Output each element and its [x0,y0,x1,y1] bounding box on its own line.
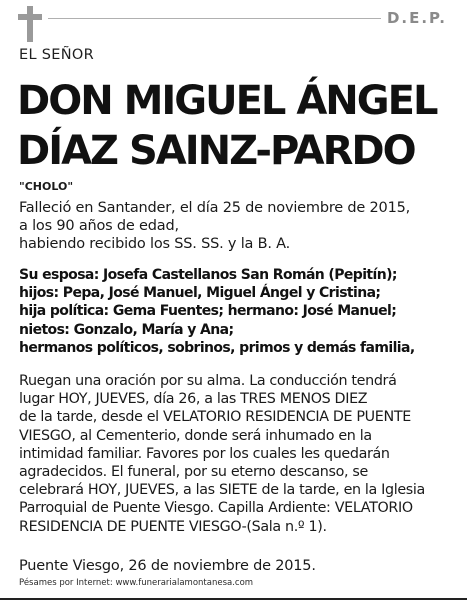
dep-label: D.E.P. [386,9,447,27]
service-line: Ruegan una oración por su alma. La conducción tendrá [19,373,397,389]
service-line: RESIDENCIA DE PUENTE VIESGO-(Sala n.º 1). [19,518,327,535]
name-line: DÍAZ SAINZ-PARDO [17,128,415,174]
cross-icon [18,6,42,42]
death-line: Falleció en Santander, el día 25 de noviembre de 2015, [19,200,411,216]
service-details [19,372,459,536]
family-line: hija política: Gema Fuentes; hermano: José Manuel; [19,303,397,320]
service-line: Parroquial de Puente Viesgo. Capilla Ardiente: VELATORIO [19,500,413,517]
family-line: nietos: Gonzalo, María y Ana; [19,321,234,338]
service-line: celebrará HOY, JUEVES, a las SIETE de la tarde, en la Iglesia [19,482,425,499]
title-prefix: EL SEÑOR [19,47,94,63]
service-line: VIESGO, al Cementerio, donde será inhumado en la [19,427,372,444]
death-notice [19,199,459,253]
service-line: agradecidos. El funeral, por su eterno descanso, se [19,464,368,481]
service-line: lugar HOY, JUEVES, día 26, a las TRES MENOS DIEZ [19,391,368,408]
family-line: Su esposa: Josefa Castellanos San Román (Pepitín); [19,267,397,283]
death-line: habiendo recibido los SS. SS. y la B. A. [19,236,291,252]
service-line: de la tarde, desde el VELATORIO RESIDENCIA DE PUENTE [19,409,411,426]
place-date: Puente Viesgo, 26 de noviembre de 2015. [19,558,316,574]
header-divider [48,18,381,19]
family-list [19,266,459,357]
family-line: hermanos políticos, sobrinos, primos y demás familia, [19,339,415,356]
death-line: a los 90 años de edad, [19,218,179,234]
nickname: "CHOLO" [19,180,74,193]
name-line: DON MIGUEL ÁNGEL [17,78,437,124]
family-line: hijos: Pepa, José Manuel, Miguel Ángel y Cristina; [19,285,381,302]
footer-website: Pésames por Internet: www.funerarialamontanesa.com [19,578,254,588]
deceased-name [17,76,457,176]
service-line: intimidad familiar. Favores por los cuales les quedarán [19,445,390,462]
